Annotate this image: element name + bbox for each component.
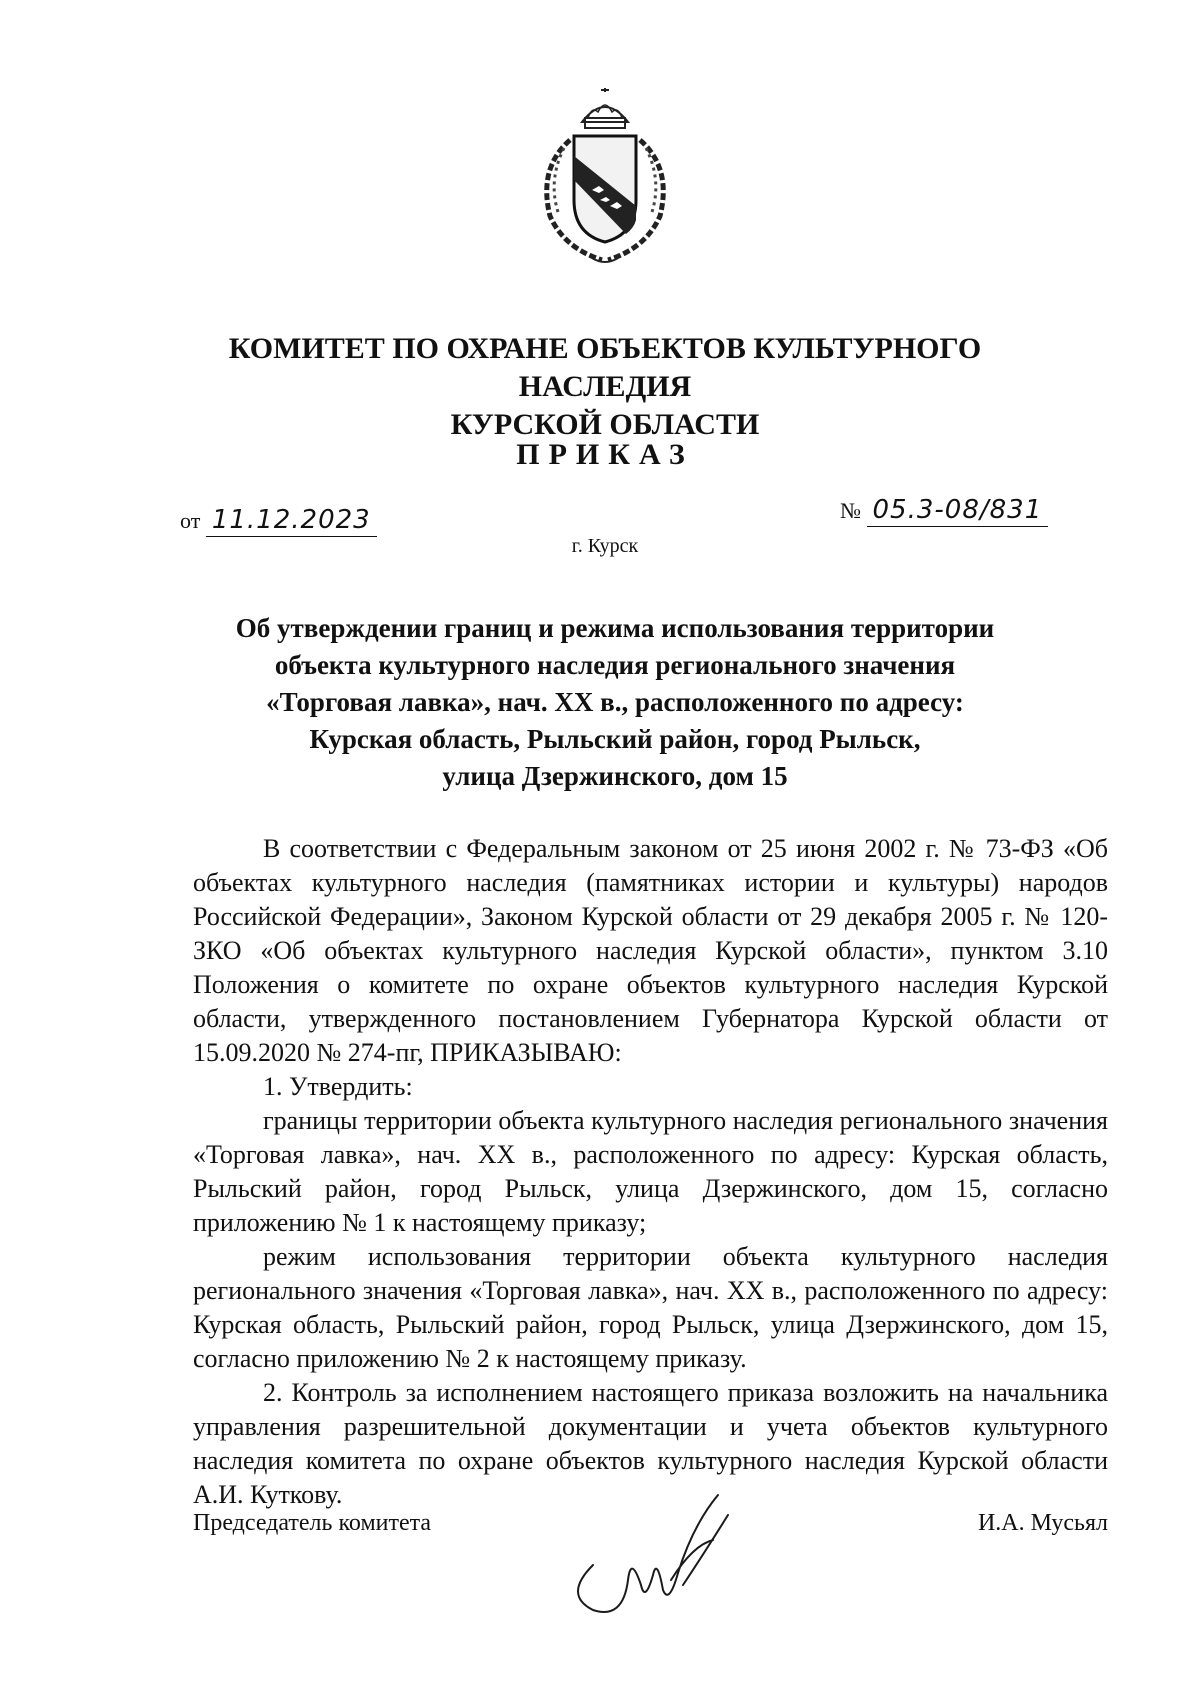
subject-line: объекта культурного наследия регионального значения xyxy=(274,650,956,680)
body-paragraph: режим использования территории объекта культурного наследия регионального значения «Торговая лавка», нач. XX в., расположенного по адресу: Курская область, Рыльский район, город Рыльск, улица Дзержинского, дом 15, согласно приложению № 2 к настоящему приказу. xyxy=(193,1242,1108,1373)
signature-block xyxy=(193,1485,1108,1615)
body-paragraph: границы территории объекта культурного наследия регионального значения «Торговая лавка», нач. XX в., расположенного по адресу: Курская область, Рыльский район, город Рыльск, улица Дзержинского, дом 15, согласно приложению № 1 к настоящему приказу; xyxy=(193,1106,1108,1237)
body-paragraph: В соответствии с Федеральным законом от 25 июня 2002 г. № 73-ФЗ «Об объектах культурного наследия (памятниках истории и культуры) народов Российской Федерации», Законом Курской области от 29 декабря 2005 г. № 120-ЗКО «Об объектах культурного наследия Курской области», пунктом 3.10 Положения о комитете по охране объектов культурного наследия Курской области, утвержденного постановлением Губернатора Курской области от 15.09.2020 № 274-пг, ПРИКАЗЫВАЮ: xyxy=(193,834,1108,1067)
document-number: 05.3-08/831 xyxy=(867,495,1049,527)
number-prefix: № xyxy=(840,498,861,523)
organization-name xyxy=(140,330,1070,444)
handwritten-signature-icon xyxy=(553,1485,753,1625)
organization-line-2: КУРСКОЙ ОБЛАСТИ xyxy=(450,408,760,441)
subject-line: Об утверждении границ и режима использования территории xyxy=(235,613,995,643)
document-type: ПРИКАЗ xyxy=(516,438,694,471)
signatory-name: И.А. Мусьял xyxy=(977,1510,1108,1536)
number-line xyxy=(840,495,1048,525)
document-body xyxy=(193,832,1108,1512)
subject-line: улица Дзержинского, дом 15 xyxy=(442,761,788,791)
document-date: 11.12.2023 xyxy=(206,505,377,537)
body-paragraph: 2. Контроль за исполнением настоящего приказа возложить на начальника управления разрешительной документации и учета объектов культурного наследия комитета по охране объектов культурного наследия Курской области А.И. Куткову. xyxy=(193,1378,1108,1509)
body-paragraph: 1. Утвердить: xyxy=(263,1072,413,1101)
subject-line: Курская область, Рыльский район, город Рыльск, xyxy=(309,724,921,754)
subject-line: «Торговая лавка», нач. XX в., расположенного по адресу: xyxy=(266,687,964,717)
document-subject xyxy=(200,610,1030,795)
date-prefix: от xyxy=(180,508,201,533)
signatory-title: Председатель комитета xyxy=(193,1510,432,1536)
kursk-coat-of-arms-icon xyxy=(530,88,680,268)
organization-line-1: КОМИТЕТ ПО ОХРАНЕ ОБЪЕКТОВ КУЛЬТУРНОГО НАСЛЕДИЯ xyxy=(228,332,982,403)
city: г. Курск xyxy=(571,535,639,557)
date-line xyxy=(180,505,377,535)
